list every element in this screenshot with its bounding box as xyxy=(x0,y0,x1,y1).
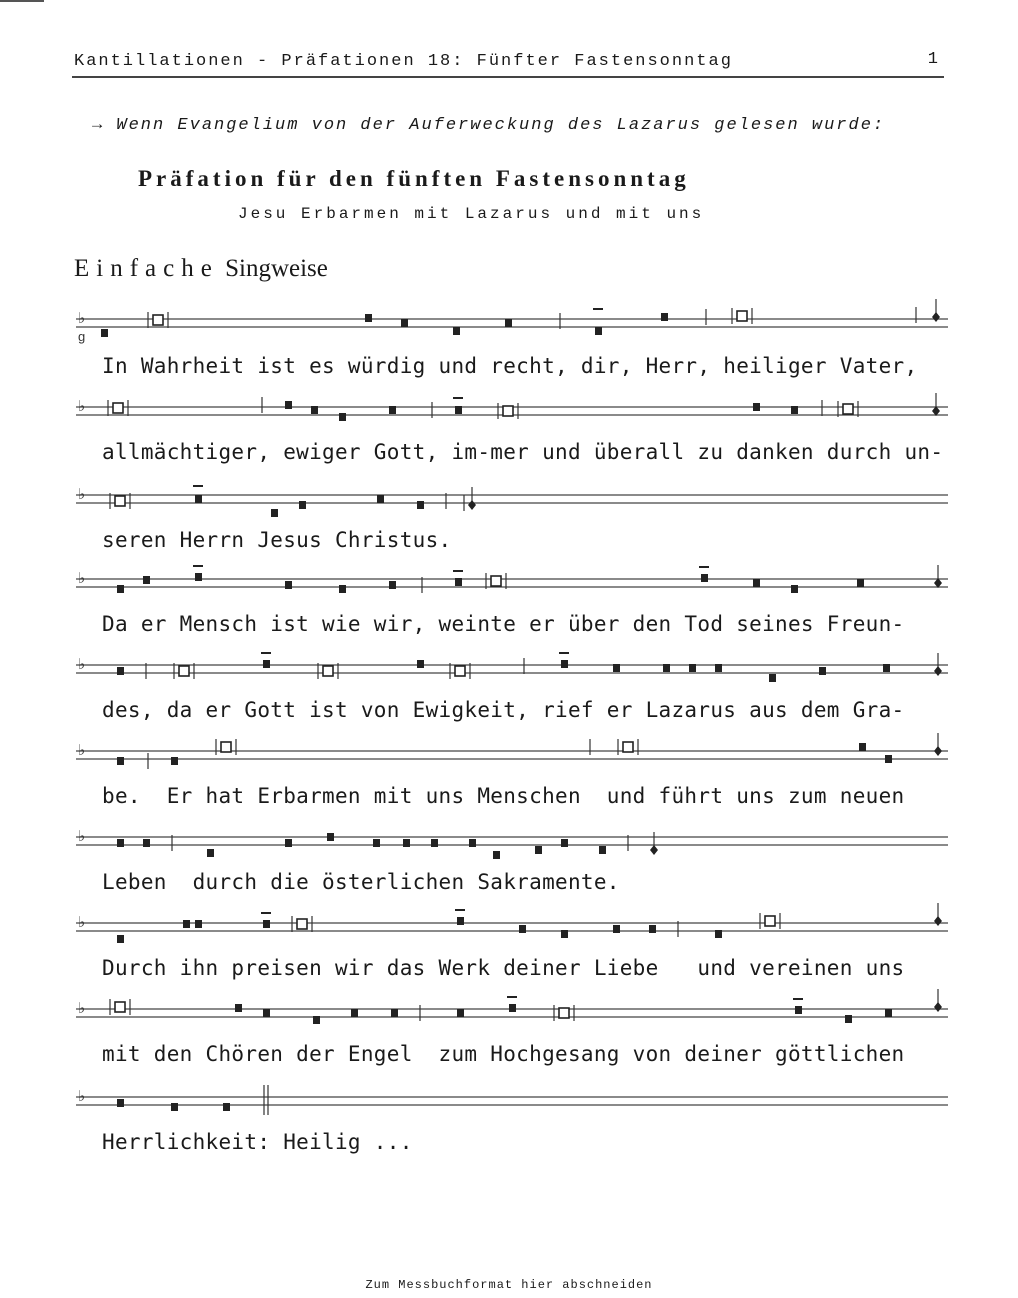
square-note xyxy=(313,1016,320,1024)
square-note xyxy=(455,578,462,586)
square-note xyxy=(791,406,798,414)
square-note xyxy=(753,403,760,411)
square-note xyxy=(171,757,178,765)
square-note xyxy=(493,851,500,859)
condition-note: → Wenn Evangelium von der Auferweckung des Lazarus gelesen wurde: xyxy=(92,116,886,135)
square-note xyxy=(117,757,124,765)
end-diamond xyxy=(934,565,942,588)
square-note xyxy=(509,1004,516,1012)
square-note xyxy=(859,743,866,751)
boxed-note xyxy=(498,403,518,419)
square-note xyxy=(663,664,670,672)
square-note xyxy=(285,839,292,847)
square-note xyxy=(795,1006,802,1014)
square-note xyxy=(417,660,424,668)
square-note xyxy=(769,674,776,682)
lyric-line: des, da er Gott ist von Ewigkeit, rief er Lazarus aus dem Gra- xyxy=(102,698,905,722)
preface-title: Präfation für den fünften Fastensonntag xyxy=(138,166,690,191)
square-note xyxy=(171,1103,178,1111)
chant-staff xyxy=(76,481,948,521)
lyric-line: Durch ihn preisen wir das Werk deiner Liebe und vereinen uns xyxy=(102,956,905,980)
section-title-spaced: Einfache xyxy=(74,255,219,282)
page-number: 1 xyxy=(927,50,940,69)
boxed-note xyxy=(108,400,128,416)
flat-sign: ♭ xyxy=(78,913,86,931)
boxed-note xyxy=(216,739,236,755)
square-note xyxy=(339,413,346,421)
square-note xyxy=(455,406,462,414)
square-note xyxy=(819,667,826,675)
square-note xyxy=(857,579,864,587)
square-note xyxy=(263,920,270,928)
section-title xyxy=(74,255,328,283)
lyric-line: seren Herrn Jesus Christus. xyxy=(102,528,452,552)
square-note xyxy=(457,1009,464,1017)
chant-staff xyxy=(76,823,948,863)
boxed-note xyxy=(110,999,130,1015)
lyric-line: mit den Chören der Engel zum Hochgesang von deiner göttlichen xyxy=(102,1042,905,1066)
square-note xyxy=(101,329,108,337)
square-note xyxy=(561,660,568,668)
square-note xyxy=(845,1015,852,1023)
lyric-line: Da er Mensch ist wie wir, weinte er über den Tod seines Freun- xyxy=(102,612,905,636)
square-note xyxy=(561,930,568,938)
square-note xyxy=(561,839,568,847)
flat-sign: ♭ xyxy=(78,569,86,587)
flat-sign: ♭ xyxy=(78,741,86,759)
chant-staff xyxy=(76,909,948,949)
flat-sign: ♭ xyxy=(78,1087,86,1105)
square-note xyxy=(457,917,464,925)
square-note xyxy=(715,664,722,672)
boxed-note xyxy=(760,913,780,929)
section-title-rest: Singweise xyxy=(225,255,328,282)
square-note xyxy=(791,585,798,593)
lyric-line: be. Er hat Erbarmen mit uns Menschen und führt uns zum neuen xyxy=(102,784,905,808)
square-note xyxy=(519,925,526,933)
square-note xyxy=(417,501,424,509)
square-note xyxy=(401,319,408,327)
flat-sign: ♭ xyxy=(78,999,86,1017)
boxed-note xyxy=(292,916,312,932)
square-note xyxy=(207,849,214,857)
square-note xyxy=(285,401,292,409)
boxed-note xyxy=(732,308,752,324)
square-note xyxy=(453,327,460,335)
square-note xyxy=(389,406,396,414)
chant-staff xyxy=(76,305,948,345)
chant-staff xyxy=(76,737,948,777)
end-diamond xyxy=(468,487,476,510)
square-note xyxy=(263,1009,270,1017)
square-note xyxy=(299,501,306,509)
square-note xyxy=(271,509,278,517)
header-title: Kantillationen - Präfationen 18: Fünfter Fastensonntag xyxy=(74,52,733,71)
square-note xyxy=(195,920,202,928)
flat-sign: ♭ xyxy=(78,397,86,415)
square-note xyxy=(431,839,438,847)
square-note xyxy=(715,930,722,938)
square-note xyxy=(117,585,124,593)
lyric-line: In Wahrheit ist es würdig und recht, dir, Herr, heiliger Vater, xyxy=(102,354,918,378)
square-note xyxy=(599,846,606,854)
square-note xyxy=(143,576,150,584)
flat-sign: ♭ xyxy=(78,485,86,503)
square-note xyxy=(391,1009,398,1017)
square-note xyxy=(377,495,384,503)
square-note xyxy=(753,579,760,587)
lyric-line: Herrlichkeit: Heilig ... xyxy=(102,1130,413,1154)
square-note xyxy=(689,664,696,672)
square-note xyxy=(885,1009,892,1017)
end-diamond xyxy=(934,733,942,756)
square-note xyxy=(263,660,270,668)
cut-line-note: Zum Messbuchformat hier abschneiden xyxy=(365,1278,653,1292)
square-note xyxy=(327,833,334,841)
corner-mark xyxy=(0,0,44,2)
square-note xyxy=(195,573,202,581)
square-note xyxy=(373,839,380,847)
boxed-note xyxy=(148,312,168,328)
end-diamond xyxy=(932,393,940,416)
square-note xyxy=(117,935,124,943)
chant-staff xyxy=(76,1083,948,1123)
boxed-note xyxy=(618,739,638,755)
square-note xyxy=(339,585,346,593)
square-note xyxy=(183,920,190,928)
square-note xyxy=(117,667,124,675)
final-double-bar xyxy=(264,1085,268,1115)
chant-staff xyxy=(76,651,948,691)
clef-letter: g xyxy=(78,329,86,344)
chant-staff xyxy=(76,565,948,605)
flat-sign: ♭ xyxy=(78,655,86,673)
square-note xyxy=(535,846,542,854)
flat-sign: ♭ xyxy=(78,309,86,327)
page-header xyxy=(72,50,944,78)
square-note xyxy=(223,1103,230,1111)
square-note xyxy=(389,581,396,589)
square-note xyxy=(885,755,892,763)
square-note xyxy=(285,581,292,589)
square-note xyxy=(311,406,318,414)
square-note xyxy=(117,1099,124,1107)
chant-staff xyxy=(76,393,948,433)
flat-sign: ♭ xyxy=(78,827,86,845)
square-note xyxy=(505,319,512,327)
square-note xyxy=(365,314,372,322)
square-note xyxy=(613,664,620,672)
end-diamond xyxy=(650,832,658,855)
square-note xyxy=(701,574,708,582)
square-note xyxy=(403,839,410,847)
boxed-note xyxy=(554,1005,574,1021)
preface-subtitle: Jesu Erbarmen mit Lazarus und mit uns xyxy=(238,205,705,223)
square-note xyxy=(351,1009,358,1017)
square-note xyxy=(649,925,656,933)
square-note xyxy=(143,839,150,847)
square-note xyxy=(235,1004,242,1012)
lyric-line: Leben durch die österlichen Sakramente. xyxy=(102,870,620,894)
square-note xyxy=(195,495,202,503)
square-note xyxy=(117,839,124,847)
square-note xyxy=(595,327,602,335)
square-note xyxy=(883,664,890,672)
square-note xyxy=(661,313,668,321)
chant-staff xyxy=(76,995,948,1035)
lyric-line: allmächtiger, ewiger Gott, im-mer und überall zu danken durch un- xyxy=(102,440,944,464)
square-note xyxy=(613,925,620,933)
square-note xyxy=(469,839,476,847)
